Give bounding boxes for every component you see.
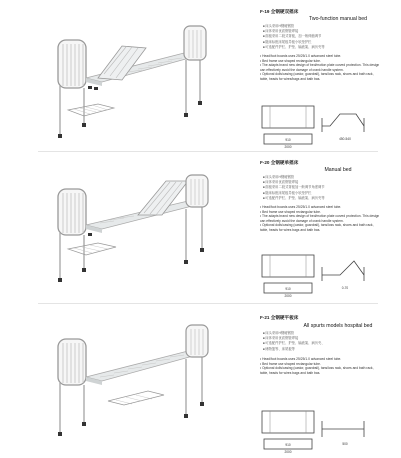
product-panel-f20 <box>38 153 378 301</box>
feature-en-item: • Bed frame use shaped rectangular tube. <box>260 362 380 367</box>
product-title: All spurts models hospital bed <box>303 323 373 329</box>
bed-image-f19 <box>38 0 218 150</box>
feature-cn-item: ■ 可选配件护栏、护垫、输液架、病历夹等 <box>263 196 383 201</box>
dim-label-length: 2000 <box>284 294 292 298</box>
dimension-diagram-f20 <box>260 253 372 298</box>
feature-en-item: • Optional dolls/casing (castor, guardrail), tans/loss rack, shoes and bath rack, table, heads for wires/bags and bath bas. <box>260 72 380 81</box>
product-code: F-19 全钢硬双摇床 <box>260 9 299 14</box>
dim-label-width: 910 <box>285 287 291 291</box>
feature-cn-item: ■ 床体采用优质钢管焊接 <box>263 180 383 185</box>
feature-list-en <box>260 54 380 82</box>
feature-en-item: • Head/foot boards uses 25/25/1.0 advanced steel tube. <box>260 205 380 210</box>
feature-en-item: • Bed frame use shaped rectangular tube. <box>260 59 380 64</box>
product-code: F-20 全钢硬单摇床 <box>260 160 299 165</box>
dimension-diagram-f21 <box>260 409 372 454</box>
feature-en-item: • Bed frame use shaped rectangular tube. <box>260 210 380 215</box>
divider <box>38 303 378 304</box>
feature-cn-item: ■ 面板采用二段式背板加一般调节角度调节 <box>263 185 383 190</box>
feature-list-cn <box>263 24 383 50</box>
feature-cn-item: ■ 储物篮等、床尾板等 <box>263 347 383 352</box>
feature-cn-item: ■ 床头采用H钢硬钢管 <box>263 331 383 336</box>
dim-label-height: 500 <box>342 442 348 446</box>
feature-en-item: • Optional dolls/casing (castor, guardrail), tans/loss rack, shoes and bath rack, table, heads for wires bags and bath bas. <box>260 366 380 375</box>
dim-label-angle: 0-70 <box>341 286 349 290</box>
dim-label-width: 910 <box>285 443 291 447</box>
feature-en-item: • The adapts brand new design of bed/motion plate curved protection. This design can effectively avoid the damage of crank handle system. <box>260 214 380 223</box>
feature-list-cn <box>263 175 383 201</box>
dim-label-length: 2000 <box>284 145 292 149</box>
feature-en-item: • Optional dolls/casing (castor, guardrail), tans/loss rack, shoes and bath rack, table, heads for wires bags and bath bas. <box>260 223 380 232</box>
feature-cn-item: ■ 可选配件护栏、护垫、输液架、病历夹等 <box>263 45 383 50</box>
product-code: F-21 全钢硬平板床 <box>260 315 299 320</box>
feature-list-en <box>260 205 380 233</box>
dim-label-width: 910 <box>285 138 291 142</box>
feature-cn-item: ■ 随床标配床尾板导板小软垫护栏 <box>263 191 383 196</box>
product-panel-f21 <box>38 305 378 458</box>
dimension-diagram-f19 <box>260 104 372 149</box>
feature-en-item: • The adapts brand new design of bed/motion plate curved protection. This design can effectively avoid the damage of crank handle system. <box>260 63 380 72</box>
feature-list-cn <box>263 331 383 352</box>
feature-cn-item: ■ 床体采用优质钢管焊接 <box>263 336 383 341</box>
dim-label-height: 450-540 <box>339 137 351 141</box>
product-title: Manual bed <box>324 167 352 173</box>
feature-cn-item: ■ 床头采用H钢硬钢管 <box>263 175 383 180</box>
feature-cn-item: ■ 面板采用二段式背板，加一般伸缩调节 <box>263 34 383 39</box>
feature-cn-item: ■ 床体采用优质钢管焊接 <box>263 29 383 34</box>
feature-list-en <box>260 357 380 375</box>
feature-cn-item: ■ 床头采用H钢硬钢管 <box>263 24 383 29</box>
feature-en-item: • Head/foot boards uses 25/25/1.0 advanced steel tube. <box>260 54 380 59</box>
product-panel-f19 <box>38 0 378 150</box>
product-title: Two-function manual bed <box>309 16 367 22</box>
feature-cn-item: ■ 可选配件护栏、护垫、输液架、病历夹、 <box>263 341 383 346</box>
dim-label-length: 2000 <box>284 450 292 454</box>
feature-cn-item: ■ 随床标配床尾板导板小软垫护栏 <box>263 40 383 45</box>
divider <box>38 151 378 152</box>
bed-image-f20 <box>38 153 218 301</box>
bed-image-f21 <box>38 305 218 458</box>
feature-en-item: • Head/foot boards uses 25/25/1.0 advanced steel tube. <box>260 357 380 362</box>
